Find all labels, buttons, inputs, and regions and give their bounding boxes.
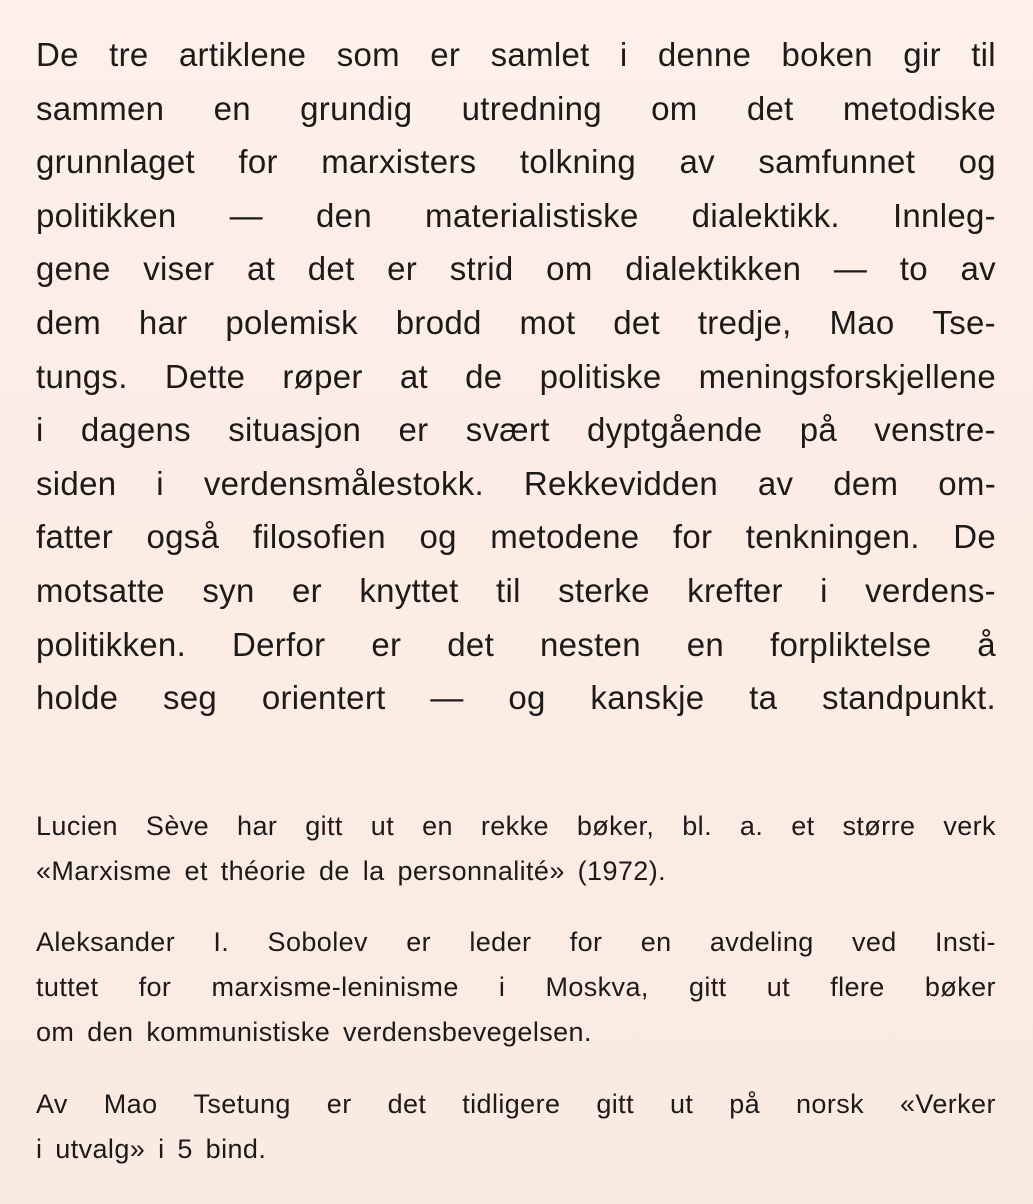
word: og — [419, 518, 457, 556]
word: orientert — [261, 679, 386, 717]
word: Av — [36, 1089, 68, 1119]
word: er — [398, 411, 429, 449]
line-text: i utvalg» i 5 bind. — [36, 1134, 267, 1164]
word: fatter — [36, 518, 114, 556]
word: ved — [851, 927, 897, 957]
word: en — [422, 811, 453, 841]
word: et — [791, 811, 815, 841]
word: gir — [903, 36, 941, 73]
word: De — [953, 518, 996, 556]
word: av — [757, 464, 794, 502]
word: av — [960, 250, 996, 288]
word: en — [640, 927, 672, 957]
word: marxisters — [321, 143, 477, 181]
word: og — [508, 679, 546, 717]
word: dagens — [80, 411, 191, 449]
word: dialektikken — [625, 250, 802, 288]
word: det — [307, 250, 355, 288]
word: Innleg- — [892, 196, 996, 234]
word: gitt — [688, 972, 727, 1002]
word: bl. — [682, 811, 712, 841]
word: tuttet — [36, 972, 99, 1002]
word: gitt — [596, 1089, 634, 1119]
word: svært — [465, 411, 550, 449]
word: ut — [370, 811, 395, 841]
word: «Verker — [900, 1089, 996, 1119]
word: sammen — [36, 89, 165, 127]
word: flere — [830, 972, 885, 1002]
word: for — [238, 143, 278, 181]
word: samfunnet — [758, 143, 916, 181]
word: situasjon — [228, 411, 362, 449]
word: forpliktelse — [770, 625, 932, 663]
word: til — [971, 36, 996, 73]
word: har — [237, 811, 278, 841]
word: filosofien — [252, 518, 386, 556]
word: marxisme-leninisme — [211, 972, 459, 1002]
line-text: om den kommunistiske verdensbevegelsen. — [36, 1017, 592, 1047]
word: Sobolev — [267, 927, 368, 957]
word: de — [465, 357, 503, 395]
description-line — [36, 618, 996, 672]
word: Tsetung — [193, 1089, 291, 1119]
word: til — [496, 571, 521, 609]
word: at — [247, 250, 276, 288]
word: verdensmålestokk. — [203, 464, 485, 502]
bio-line — [36, 920, 996, 965]
word: nesten — [539, 625, 641, 663]
word: om — [546, 250, 593, 288]
word: verk — [943, 811, 996, 841]
word: artiklene — [178, 36, 307, 73]
word: politiske — [539, 357, 662, 395]
word: strid — [449, 250, 514, 288]
bio-line — [36, 804, 996, 849]
bio-line — [36, 1010, 996, 1055]
word: tre — [109, 36, 149, 73]
word: — — [229, 196, 263, 234]
description-line — [36, 403, 996, 457]
word: samlet — [490, 36, 590, 73]
bio-line — [36, 1127, 996, 1172]
word: I. — [213, 927, 230, 957]
word: røper — [282, 357, 363, 395]
word: bøker — [924, 972, 996, 1002]
description-line — [36, 135, 996, 189]
word: den — [316, 196, 372, 234]
word: gitt — [305, 811, 343, 841]
line-text: «Marxisme et théorie de la personnalité» (1972). — [36, 856, 667, 886]
word: Derfor — [231, 625, 326, 663]
word: politikken — [36, 196, 177, 234]
word: politikken. — [36, 625, 187, 663]
author-bio-sobolev — [36, 920, 996, 1055]
word: metodiske — [842, 89, 996, 127]
word: er — [430, 36, 461, 73]
word: er — [406, 927, 432, 957]
word: av — [679, 143, 715, 181]
description-line — [36, 350, 996, 404]
description-line — [36, 296, 996, 350]
word: på — [729, 1089, 761, 1119]
word: en — [213, 89, 251, 127]
word: det — [746, 89, 794, 127]
book-description — [36, 28, 996, 725]
word: metodene — [490, 518, 640, 556]
word: på — [799, 411, 838, 449]
word: i — [36, 411, 44, 449]
word: er — [387, 250, 418, 288]
word: seg — [162, 679, 218, 717]
description-line — [36, 189, 996, 243]
word: — — [430, 679, 464, 717]
word: denne — [657, 36, 752, 73]
word: i — [619, 36, 628, 73]
word: gene — [36, 250, 111, 288]
word: mot — [519, 303, 576, 341]
description-line — [36, 82, 996, 136]
description-line — [36, 510, 996, 564]
bio-line — [36, 965, 996, 1010]
word: rekke — [480, 811, 549, 841]
word: for — [138, 972, 172, 1002]
word: ut — [766, 972, 791, 1002]
word: har — [138, 303, 188, 341]
word: Moskva, — [545, 972, 649, 1002]
word: i — [498, 972, 506, 1002]
word: Insti- — [935, 927, 996, 957]
word: om — [651, 89, 698, 127]
word: holde — [36, 679, 119, 717]
word: Mao — [103, 1089, 158, 1119]
word: dem — [36, 303, 102, 341]
word: å — [977, 625, 996, 663]
word: også — [146, 518, 220, 556]
word: ta — [749, 679, 778, 717]
word: en — [686, 625, 725, 663]
word: syn — [202, 571, 255, 609]
word: at — [399, 357, 428, 395]
word: større — [842, 811, 916, 841]
word: er — [326, 1089, 352, 1119]
word: — — [833, 250, 868, 288]
description-line — [36, 564, 996, 618]
description-line — [36, 671, 996, 725]
word: krefter — [687, 571, 783, 609]
word: grunnlaget — [36, 143, 195, 181]
word: for — [672, 518, 713, 556]
word: materialistiske — [425, 196, 639, 234]
description-line — [36, 242, 996, 296]
word: siden — [36, 464, 117, 502]
word: boken — [781, 36, 873, 73]
word: ut — [669, 1089, 694, 1119]
word: sterke — [558, 571, 650, 609]
word: Dette — [164, 357, 246, 395]
word: dialektikk. — [691, 196, 840, 234]
word: Sève — [145, 811, 210, 841]
word: motsatte — [36, 571, 165, 609]
word: det — [447, 625, 495, 663]
word: dyptgående — [586, 411, 763, 449]
word: tredje, — [697, 303, 792, 341]
word: Tse- — [932, 303, 996, 341]
word: viser — [143, 250, 215, 288]
word: leder — [469, 927, 532, 957]
word: er — [291, 571, 322, 609]
word: Mao — [829, 303, 895, 341]
word: som — [336, 36, 400, 73]
word: to — [899, 250, 928, 288]
word: kanskje — [590, 679, 705, 717]
word: i — [820, 571, 828, 609]
word: Aleksander — [36, 927, 176, 957]
word: polemisk — [225, 303, 358, 341]
word: tidligere — [462, 1089, 561, 1119]
word: knyttet — [359, 571, 459, 609]
word: De — [36, 36, 79, 73]
word: om- — [938, 464, 996, 502]
bio-line — [36, 1082, 996, 1127]
word: tungs. — [36, 357, 128, 395]
word: Rekkevidden — [523, 464, 719, 502]
word: a. — [739, 811, 764, 841]
word: er — [371, 625, 402, 663]
word: i — [156, 464, 164, 502]
word: norsk — [796, 1089, 865, 1119]
word: det — [387, 1089, 427, 1119]
description-line — [36, 457, 996, 511]
word: for — [569, 927, 603, 957]
author-bio-mao — [36, 1082, 996, 1172]
word: dem — [833, 464, 899, 502]
word: tolkning — [519, 143, 637, 181]
description-line — [36, 28, 996, 82]
word: verdens- — [865, 571, 996, 609]
word: tenkningen. — [745, 518, 920, 556]
word: og — [958, 143, 996, 181]
word: venstre- — [874, 411, 996, 449]
bio-line — [36, 849, 996, 894]
author-bio-seve — [36, 804, 996, 894]
word: brodd — [395, 303, 482, 341]
word: meningsforskjellene — [698, 357, 996, 395]
word: grundig — [300, 89, 413, 127]
word: bøker, — [576, 811, 655, 841]
word: det — [613, 303, 661, 341]
word: avdeling — [709, 927, 814, 957]
word: Lucien — [36, 811, 118, 841]
word: utredning — [461, 89, 602, 127]
word: standpunkt. — [822, 679, 996, 717]
